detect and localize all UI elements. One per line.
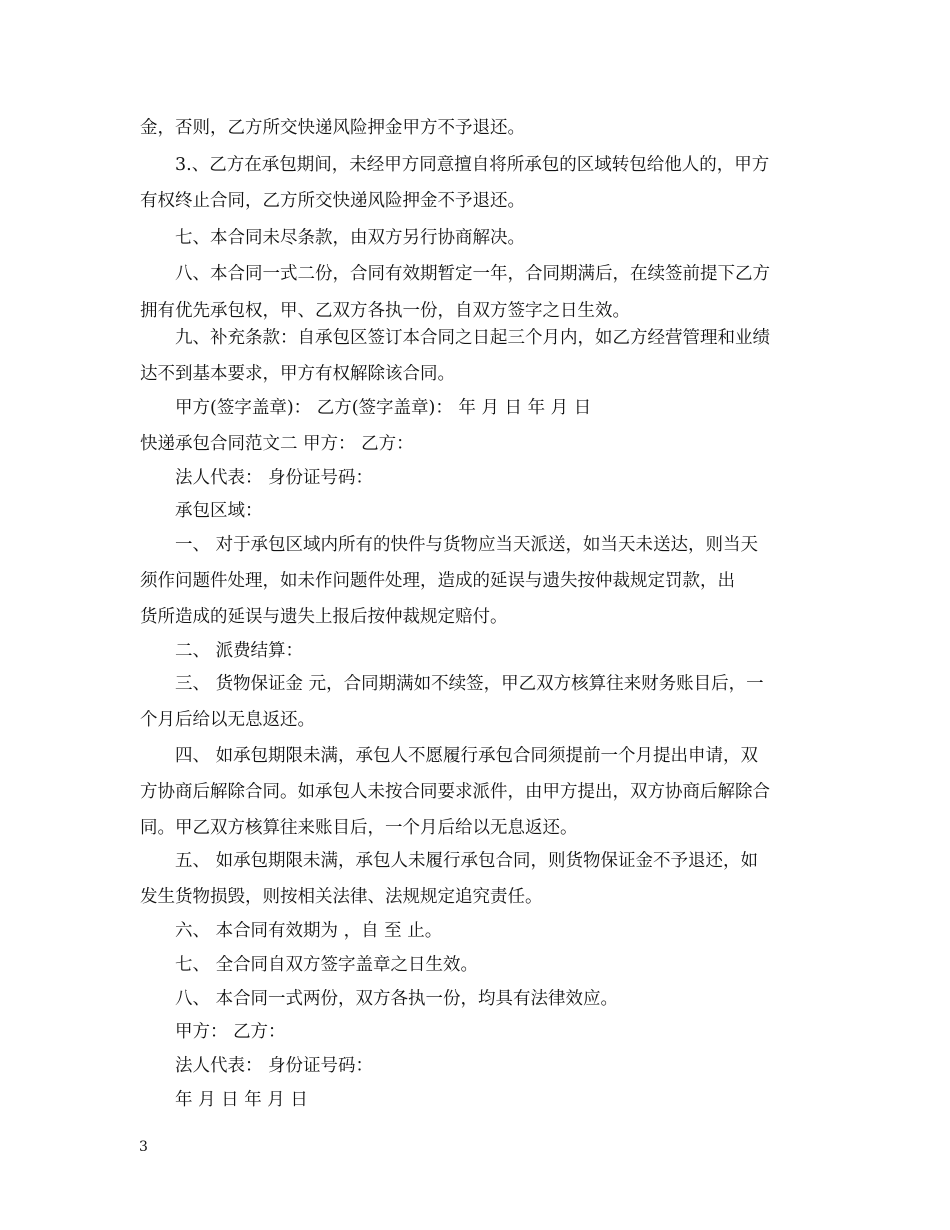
text-line: 四、 如承包期限未满，承包人不愿履行承包合同须提前一个月提出申请，双 bbox=[175, 746, 759, 766]
page-number: 3 bbox=[139, 1139, 148, 1155]
text-line: 拥有优先承包权，甲、乙双方各执一份，自双方签字之日生效。 bbox=[140, 301, 630, 321]
text-line: 八、 本合同一式两份，双方各执一份，均具有法律效应。 bbox=[175, 989, 619, 1009]
text-line: 法人代表： 身份证号码： bbox=[175, 1056, 374, 1076]
text-line: 方协商后解除合同。如承包人未按合同要求派件，由甲方提出，双方协商后解除合 bbox=[140, 782, 770, 802]
text-line: 有权终止合同，乙方所交快递风险押金不予退还。 bbox=[140, 191, 525, 211]
text-line: 二、 派费结算： bbox=[175, 641, 304, 661]
text-line: 3.、乙方在承包期间，未经甲方同意擅自将所承包的区域转包给他人的，甲方 bbox=[175, 155, 770, 175]
text-line: 五、 如承包期限未满，承包人未履行承包合同，则货物保证金不予退还，如 bbox=[175, 851, 759, 871]
text-line: 发生货物损毁，则按相关法律、法规规定追究责任。 bbox=[140, 887, 543, 907]
text-line: 须作问题件处理，如未作问题件处理，造成的延误与遗失按仲裁规定罚款，出 bbox=[140, 571, 735, 591]
text-line: 七、 全合同自双方签字盖章之日生效。 bbox=[175, 955, 479, 975]
signature-line: 甲方： 乙方： bbox=[175, 1022, 286, 1042]
text-line: 九、补充条款：自承包区签订本合同之日起三个月内，如乙方经营管理和业绩 bbox=[175, 328, 770, 348]
text-line: 承包区域： bbox=[175, 501, 263, 521]
text-line: 六、 本合同有效期为 ，自 至 止。 bbox=[175, 921, 443, 941]
text-line: 金，否则，乙方所交快递风险押金甲方不予退还。 bbox=[140, 118, 525, 138]
text-line: 达不到基本要求，甲方有权解除该合同。 bbox=[140, 364, 455, 384]
signature-line: 甲方(签字盖章)： 乙方(签字盖章)： 年 月 日 年 月 日 bbox=[175, 398, 592, 418]
text-line: 三、 货物保证金 元，合同期满如不续签，甲乙双方核算往来财务账目后，一 bbox=[175, 674, 764, 694]
text-line: 八、本合同一式二份，合同有效期暂定一年，合同期满后，在续签前提下乙方 bbox=[175, 264, 770, 284]
text-line: 一、 对于承包区域内所有的快件与货物应当天派送，如当天未送达，则当天 bbox=[175, 535, 759, 555]
text-line: 货所造成的延误与遗失上报后按仲裁规定赔付。 bbox=[140, 607, 508, 627]
text-line: 个月后给以无息返还。 bbox=[140, 710, 315, 730]
text-line: 同。甲乙双方核算往来账目后，一个月后给以无息返还。 bbox=[140, 818, 578, 838]
text-line: 法人代表： 身份证号码： bbox=[175, 468, 374, 488]
text-line: 七、本合同未尽条款，由双方另行协商解决。 bbox=[175, 228, 525, 248]
section-title: 快递承包合同范文二 甲方： 乙方： bbox=[140, 434, 414, 454]
date-line: 年 月 日 年 月 日 bbox=[175, 1090, 308, 1110]
